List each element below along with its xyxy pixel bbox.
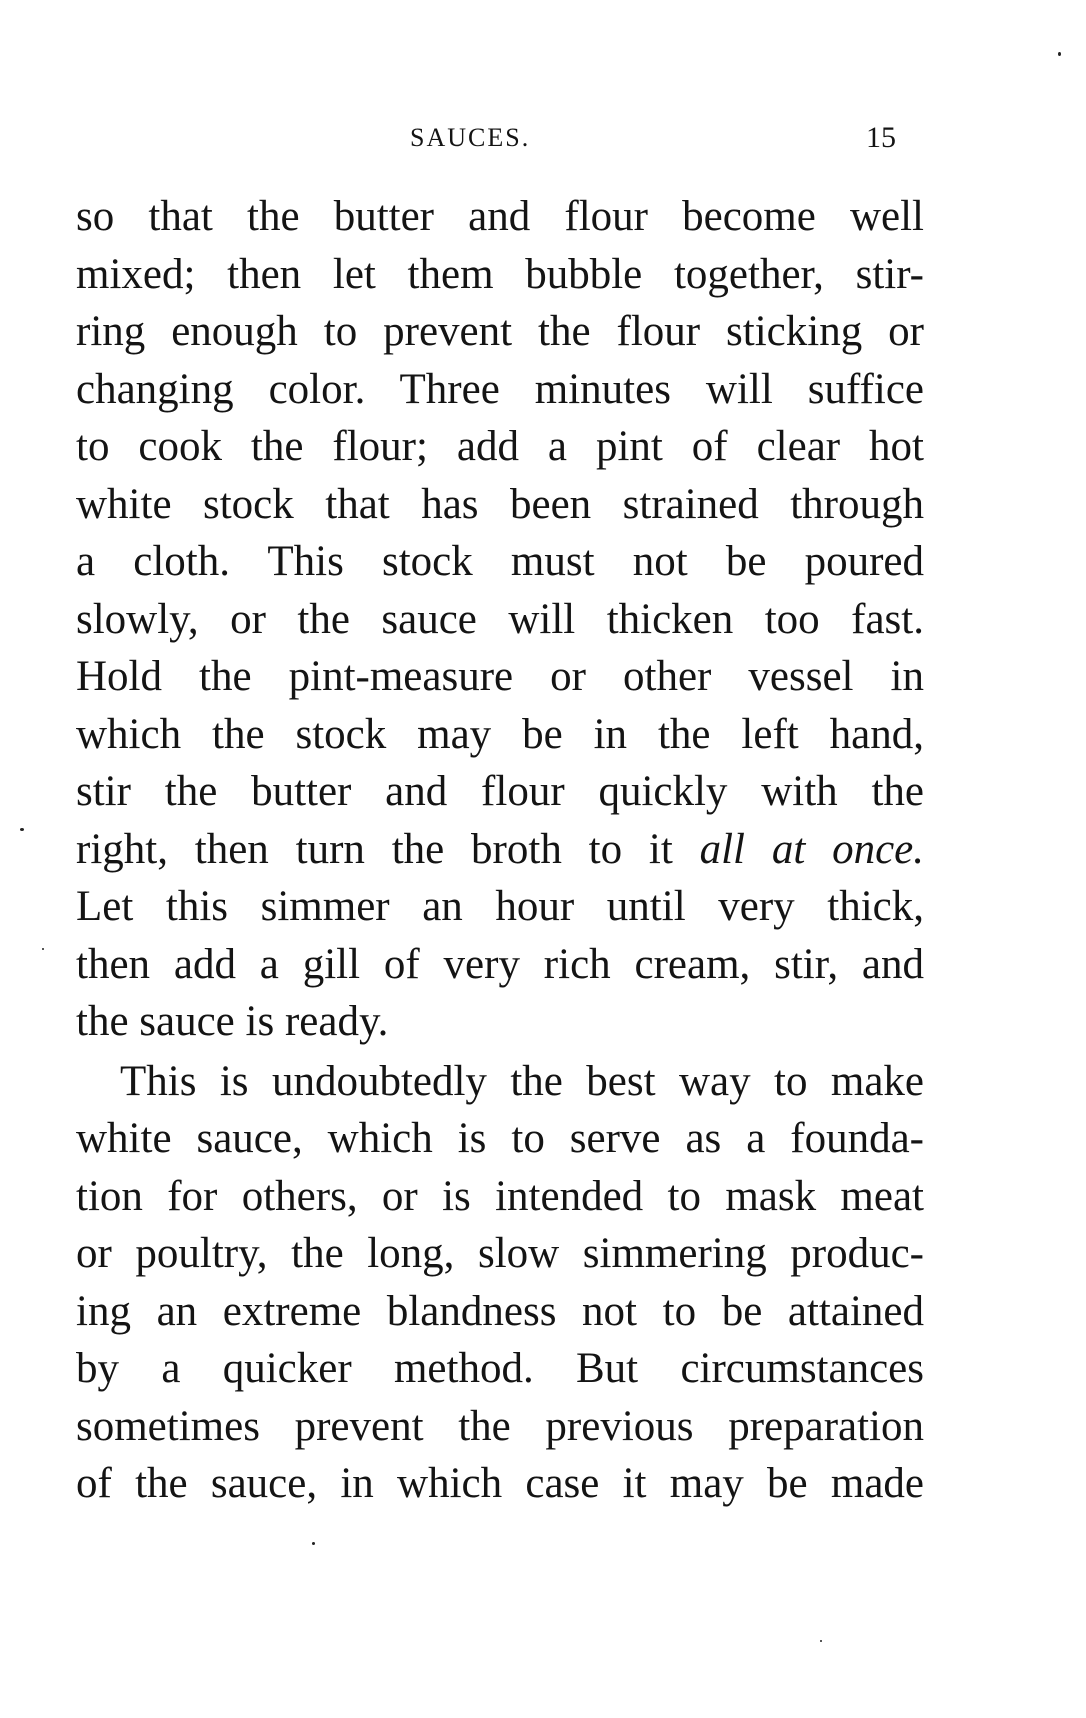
text-line-with-emphasis xyxy=(76,821,924,879)
text-line: of the sauce, in which case it may be made xyxy=(76,1460,924,1507)
text-line: then add a gill of very rich cream, stir, and xyxy=(76,940,924,988)
text-line: tion for others, or is intended to mask meat xyxy=(76,1172,924,1220)
running-head xyxy=(0,118,1086,158)
text-line: sometimes prevent the previous preparation xyxy=(76,1402,924,1450)
text-line: which the stock may be in the left hand, xyxy=(76,710,924,758)
paragraph-2 xyxy=(76,1053,924,1513)
text-line: stir the butter and flour quickly with the xyxy=(76,768,924,815)
text-line: by a quicker method. But circumstances xyxy=(76,1345,924,1392)
paragraph-1 xyxy=(76,188,924,1051)
text-segment: right, then turn the broth to it xyxy=(76,825,700,873)
specks xyxy=(1058,52,1061,56)
text-line: a cloth. This stock must not be poured xyxy=(76,538,924,585)
page-number: 15 xyxy=(866,121,896,154)
specks xyxy=(312,1542,315,1545)
specks xyxy=(20,828,24,831)
text-line: or poultry, the long, slow simmering produc- xyxy=(76,1230,924,1277)
text-line: Let this simmer an hour until very thick, xyxy=(76,883,924,930)
running-title: SAUCES. xyxy=(410,123,531,152)
text-line: This is undoubtedly the best way to make xyxy=(120,1057,924,1105)
text-line: changing color. Three minutes will suffice xyxy=(76,365,924,413)
text-line: Hold the pint-measure or other vessel in xyxy=(76,653,924,700)
text-line: mixed; then let them bubble together, stir- xyxy=(76,250,924,298)
text-line: so that the butter and flour become well xyxy=(76,193,924,240)
text-line: the sauce is ready. xyxy=(76,998,389,1045)
text-line: slowly, or the sauce will thicken too fast. xyxy=(76,595,924,643)
text-line: white stock that has been strained through xyxy=(76,480,924,528)
emphasis-text: all at once. xyxy=(699,825,924,873)
text-line: ing an extreme blandness not to be attained xyxy=(76,1287,924,1335)
body-text xyxy=(76,188,924,1513)
specks xyxy=(820,1640,822,1642)
text-line: white sauce, which is to serve as a founda- xyxy=(76,1115,924,1162)
text-line: ring enough to prevent the flour sticking or xyxy=(76,308,924,355)
text-line: to cook the flour; add a pint of clear hot xyxy=(76,423,924,470)
specks xyxy=(42,948,44,950)
